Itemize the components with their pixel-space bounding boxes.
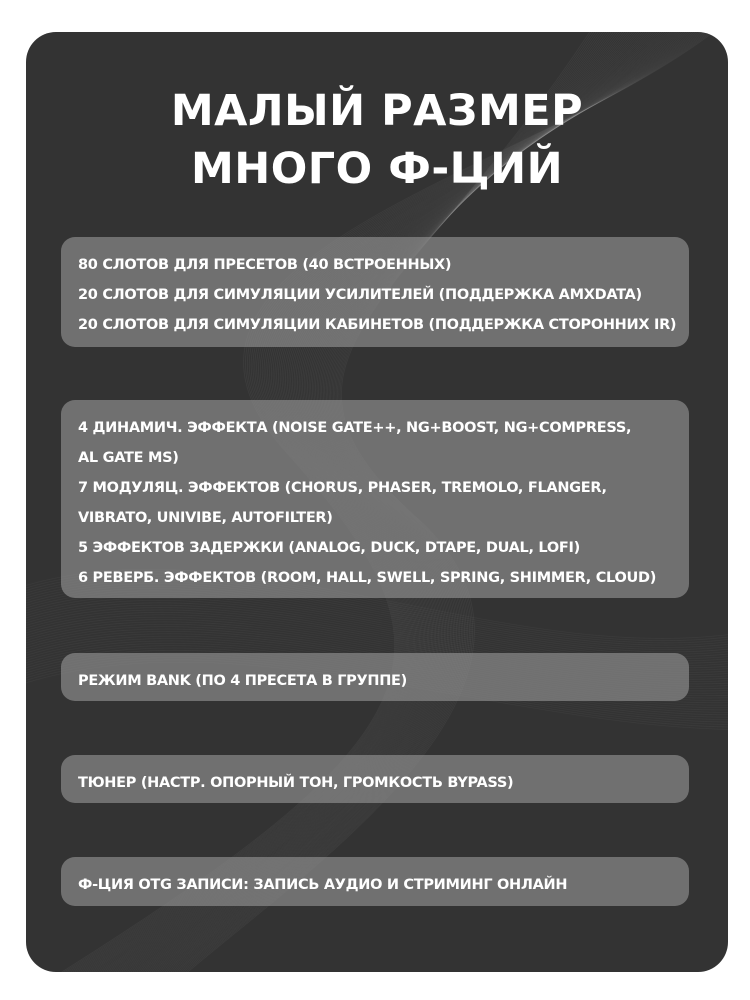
effects-info-box <box>61 400 689 598</box>
feature-line: Ф-ЦИЯ OTG ЗАПИСИ: ЗАПИСЬ АУДИО И СТРИМИНГ ОНЛАЙН <box>78 877 568 893</box>
title-line-1: МАЛЫЙ РАЗМЕР <box>170 86 584 136</box>
otg-recording-box <box>61 857 689 906</box>
feature-line: 4 ДИНАМИЧ. ЭФФЕКТА (NOISE GATE++, NG+BOOST, NG+COMPRESS, <box>78 420 632 436</box>
feature-line: 20 СЛОТОВ ДЛЯ СИМУЛЯЦИИ УСИЛИТЕЛЕЙ (ПОДДЕРЖКА AMXDATA) <box>78 287 642 303</box>
feature-line: 80 СЛОТОВ ДЛЯ ПРЕСЕТОВ (40 ВСТРОЕННЫХ) <box>78 257 452 273</box>
feature-line: AL GATE MS) <box>78 450 179 466</box>
feature-line: 7 МОДУЛЯЦ. ЭФФЕКТОВ (CHORUS, PHASER, TREMOLO, FLANGER, <box>78 480 607 496</box>
feature-line: 20 СЛОТОВ ДЛЯ СИМУЛЯЦИИ КАБИНЕТОВ (ПОДДЕРЖКА СТОРОННИХ IR) <box>78 317 677 333</box>
slots-info-box <box>61 237 689 347</box>
feature-line: РЕЖИМ BANK (ПО 4 ПРЕСЕТА В ГРУППЕ) <box>78 673 407 689</box>
tuner-box <box>61 755 689 803</box>
feature-panel <box>26 32 728 972</box>
feature-line: 6 РЕВЕРБ. ЭФФЕКТОВ (ROOM, HALL, SWELL, SPRING, SHIMMER, CLOUD) <box>78 570 657 586</box>
title-line-2: МНОГО Ф-ЦИЙ <box>190 144 564 194</box>
feature-line: ТЮНЕР (НАСТР. ОПОРНЫЙ ТОН, ГРОМКОСТЬ BYPASS) <box>78 775 514 791</box>
bank-mode-box <box>61 653 689 701</box>
feature-line: VIBRATO, UNIVIBE, AUTOFILTER) <box>78 510 333 526</box>
feature-line: 5 ЭФФЕКТОВ ЗАДЕРЖКИ (ANALOG, DUCK, DTAPE, DUAL, LOFI) <box>78 540 580 556</box>
